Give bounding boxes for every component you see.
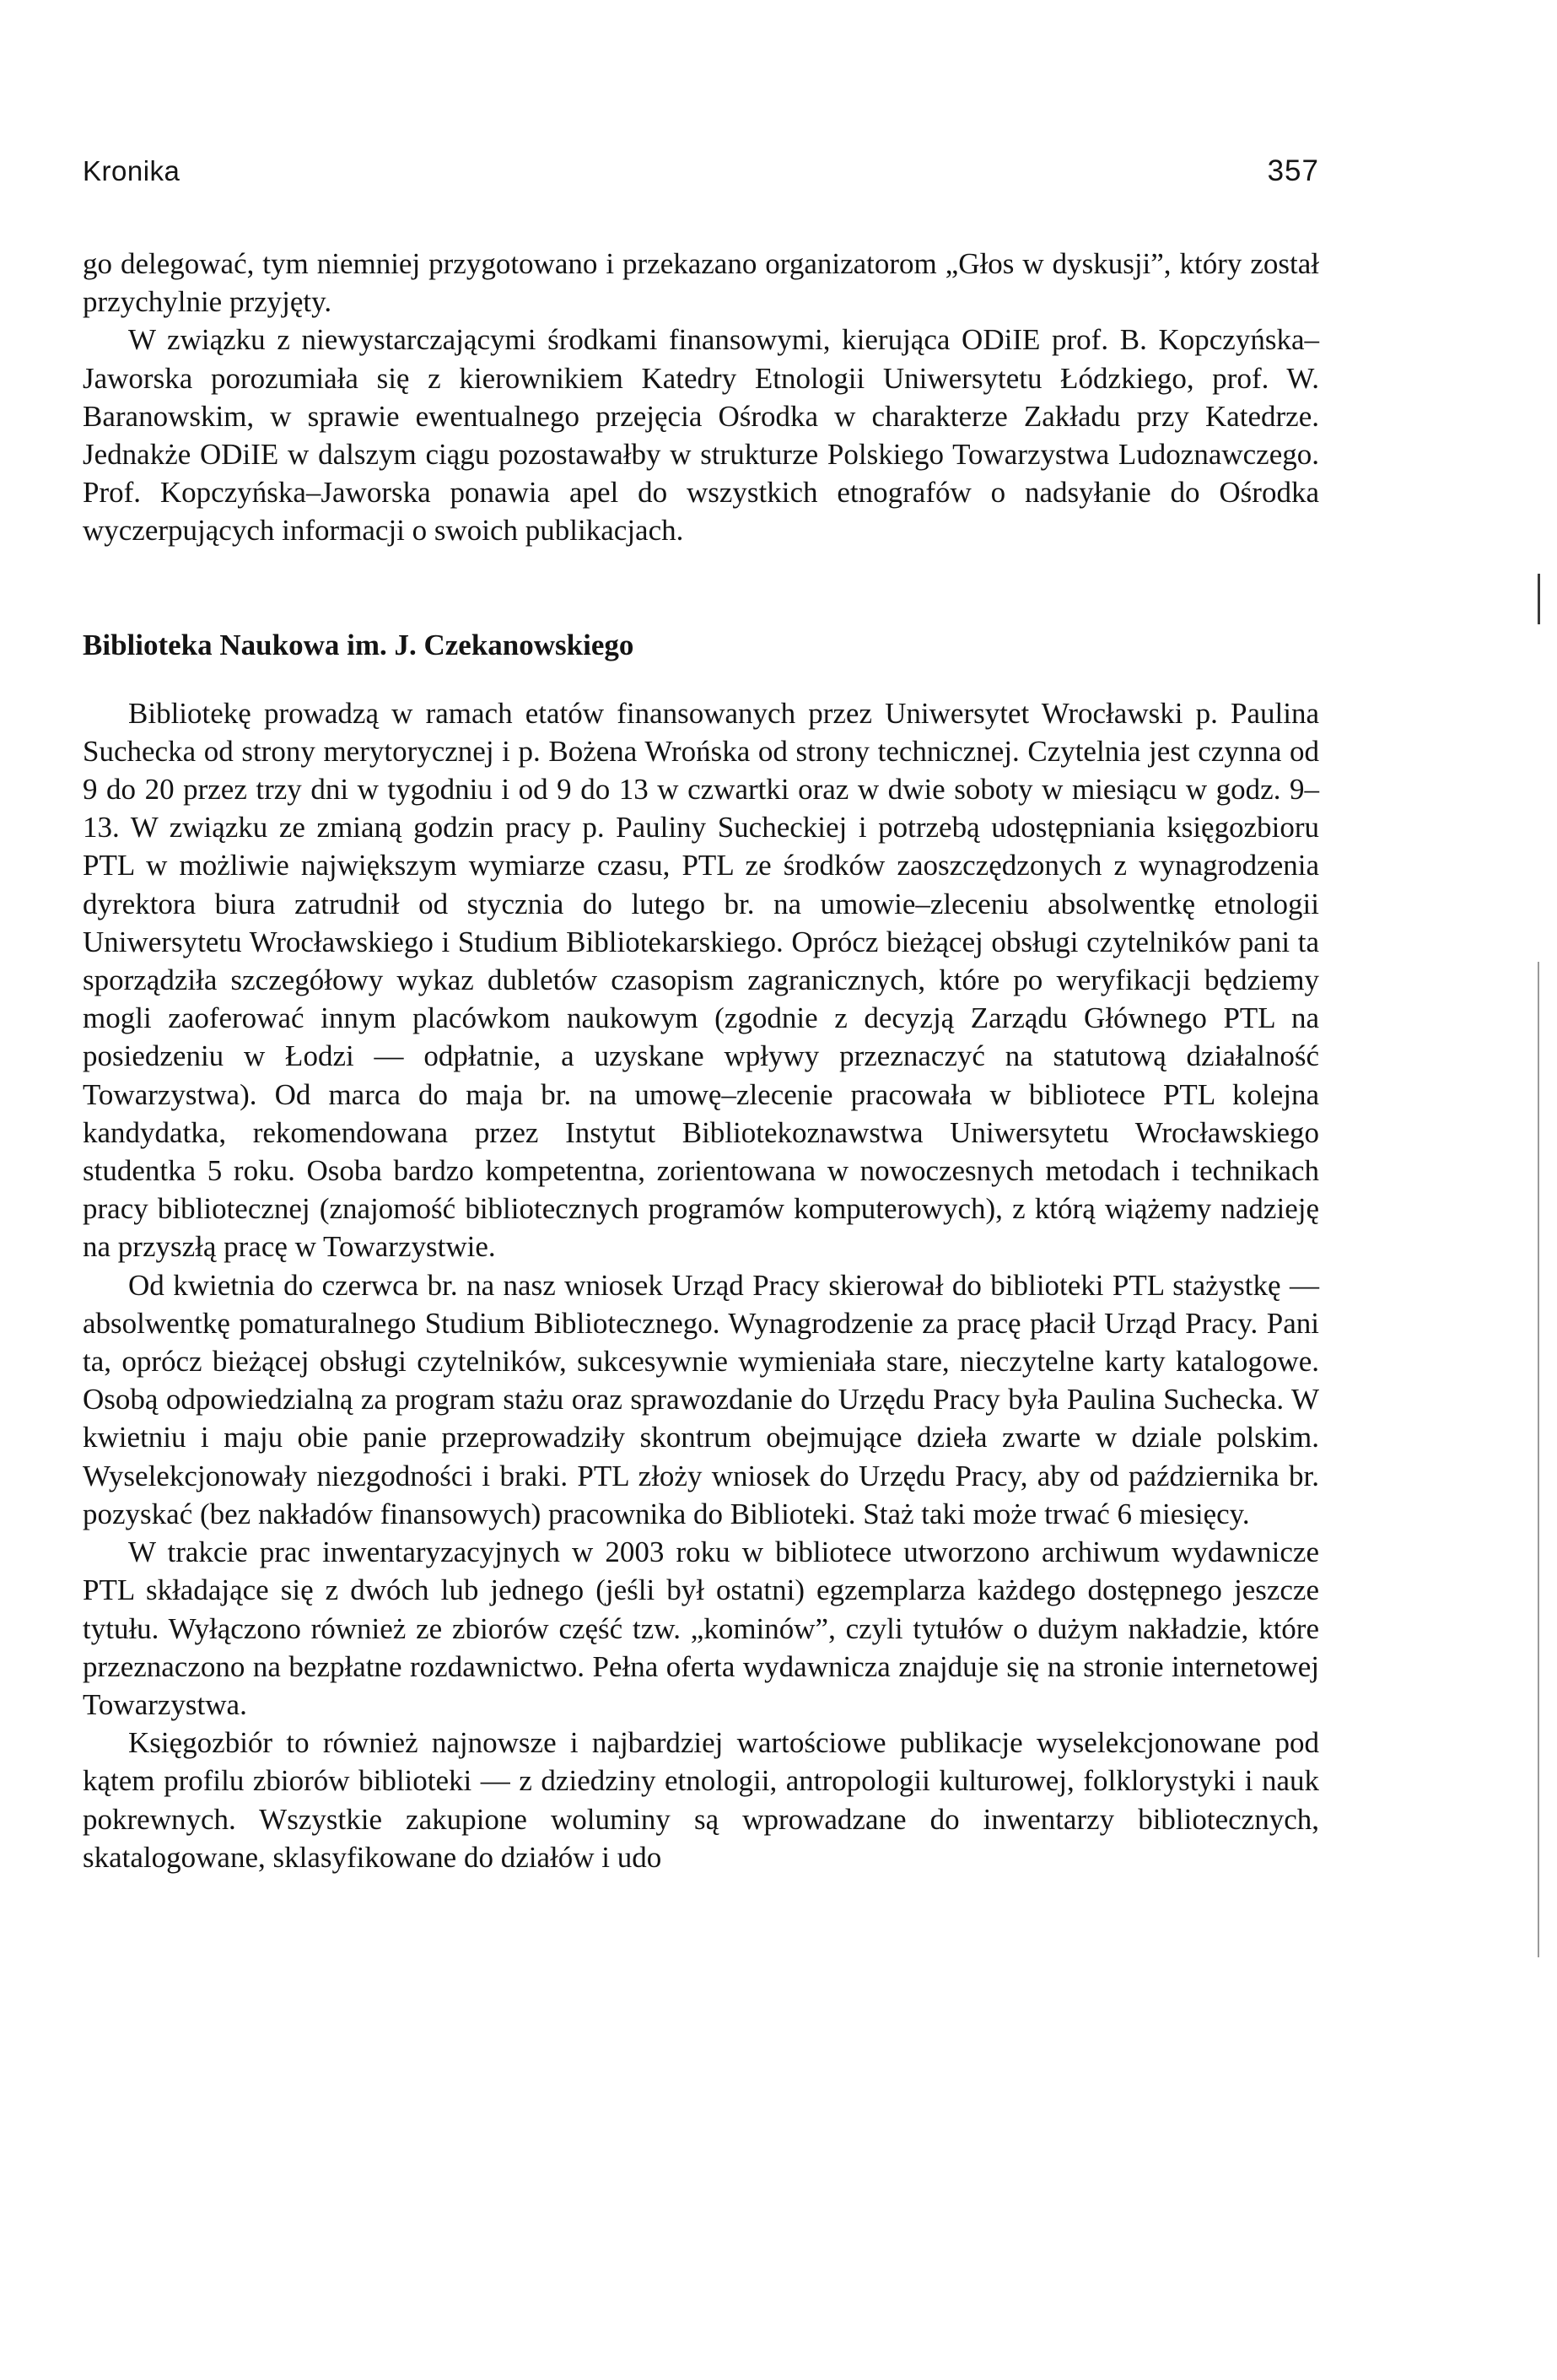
paragraph: W związku z niewystarczającymi środkami finansowymi, kierująca ODiIE prof. B. Kopczyńska–Jaworska porozumiała się z kierownikiem Katedry Etnologii Uniwersytetu Łódzkiego, prof. W. Baranowskim, w sprawie ewentualnego przejęcia Ośrodka w charakterze Zakładu przy Katedrze. Jednakże ODiIE w dalszym ciągu pozostawałby w strukturze Polskiego Towarzystwa Ludoznawczego. Prof. Kopczyńska–Jaworska ponawia apel do wszystkich etnografów o nadsyłanie do Ośrodka wyczerpujących informacji o swoich publikacjach.: [83, 323, 1319, 548]
spacer: [83, 664, 1319, 694]
paragraph: Bibliotekę prowadzą w ramach etatów finansowanych przez Uniwersytet Wrocławski p. Paulina Suchecka od strony merytorycznej i p. Bożena Wrońska od strony technicznej. Czytelnia jest czynna od 9 do 20 przez trzy dni w tygodniu i od 9 do 13 w czwartki oraz w dwie soboty w miesiącu w godz. 9–13. W związku ze zmianą godzin pracy p. Pauliny Sucheckiej i potrzebą udostępniania księgozbioru PTL w możliwie największym wymiarze czasu, PTL ze środków zaoszczędzonych z wynagrodzenia dyrektora biura zatrudnił od stycznia do lutego br. na umowie–zleceniu absolwentkę etnologii Uniwersytetu Wrocławskiego i Studium Bibliotekarskiego. Oprócz bieżącej obsługi czytelników pani ta sporządziła szczegółowy wykaz dubletów czasopism zagranicznych, które po weryfikacji będziemy mogli zaoferować innym placówkom naukowym (zgodnie z decyzją Zarządu Głównego PTL na posiedzeniu w Łodzi — odpłatnie, a uzyskane wpływy przeznaczyć na statutową działalność Towarzystwa). Od marca do maja br. na umowę–zlecenie pracowała w bibliotece PTL kolejna kandydatka, rekomendowana przez Instytut Bibliotekoznawstwa Uniwersytetu Wrocławskiego studentka 5 roku. Osoba bardzo kompetentna, zorientowana w nowoczesnych metodach i technikach pracy bibliotecznej (znajomość bibliotecznych programów komputerowych), z którą wiążemy nadzieję na przyszłą pracę w Towarzystwie.: [83, 696, 1319, 1264]
scan-margin-mark: [1538, 962, 1539, 1957]
paragraph: Od kwietnia do czerwca br. na nasz wniosek Urząd Pracy skierował do biblioteki PTL stażystkę — absolwentkę pomaturalnego Studium Bibliotecznego. Wynagrodzenie za pracę płacił Urząd Pracy. Pani ta, oprócz bieżącej obsługi czytelników, sukcesywnie wymieniała stare, nieczytelne karty katalogowe. Osobą odpowiedzialną za program stażu oraz sprawozdanie do Urzędu Pracy była Paulina Suchecka. W kwietniu i maju obie panie przeprowadziły skontrum obejmujące dzieła zwarte w dziale polskim. Wyselekcjonowały niezgodności i braki. PTL złoży wniosek do Urzędu Pracy, aby od października br. pozyskać (bez nakładów finansowych) pracownika do Biblioteki. Staż taki może trwać 6 miesięcy.: [83, 1268, 1319, 1530]
section-heading: Biblioteka Naukowa im. J. Czekanowskiego: [83, 628, 634, 661]
text-column: [83, 245, 1319, 1876]
scan-margin-mark: [1538, 574, 1540, 624]
running-head: [83, 150, 1319, 192]
page-number: 357: [1267, 154, 1319, 187]
paragraph: W trakcie prac inwentaryzacyjnych w 2003 roku w bibliotece utworzono archiwum wydawnicze PTL składające się z dwóch lub jednego (jeśli był ostatni) egzemplarza każdego dostępnego jeszcze tytułu. Wyłączono również ze zbiorów część tzw. „kominów”, czyli tytułów o dużym nakładzie, które przeznaczono na bezpłatne rozdawnictwo. Pełna oferta wydawnicza znajduje się na stronie internetowej Towarzystwa.: [83, 1535, 1319, 1721]
paragraph: Księgozbiór to również najnowsze i najbardziej wartościowe publikacje wyselekcjonowane pod kątem profilu zbiorów biblioteki — z dziedziny etnologii, antropologii kulturowej, folklorystyki i nauk pokrewnych. Wszystkie zakupione woluminy są wprowadzane do inwentarzy bibliotecznych, skatalogowane, sklasyfikowane do działów i udo: [83, 1726, 1319, 1874]
running-head-section: Kronika: [83, 155, 180, 186]
paragraph: go delegować, tym niemniej przygotowano i przekazano organizatorom „Głos w dyskusji”, który został przychylnie przyjęty.: [83, 247, 1319, 319]
spacer: [83, 550, 1319, 626]
